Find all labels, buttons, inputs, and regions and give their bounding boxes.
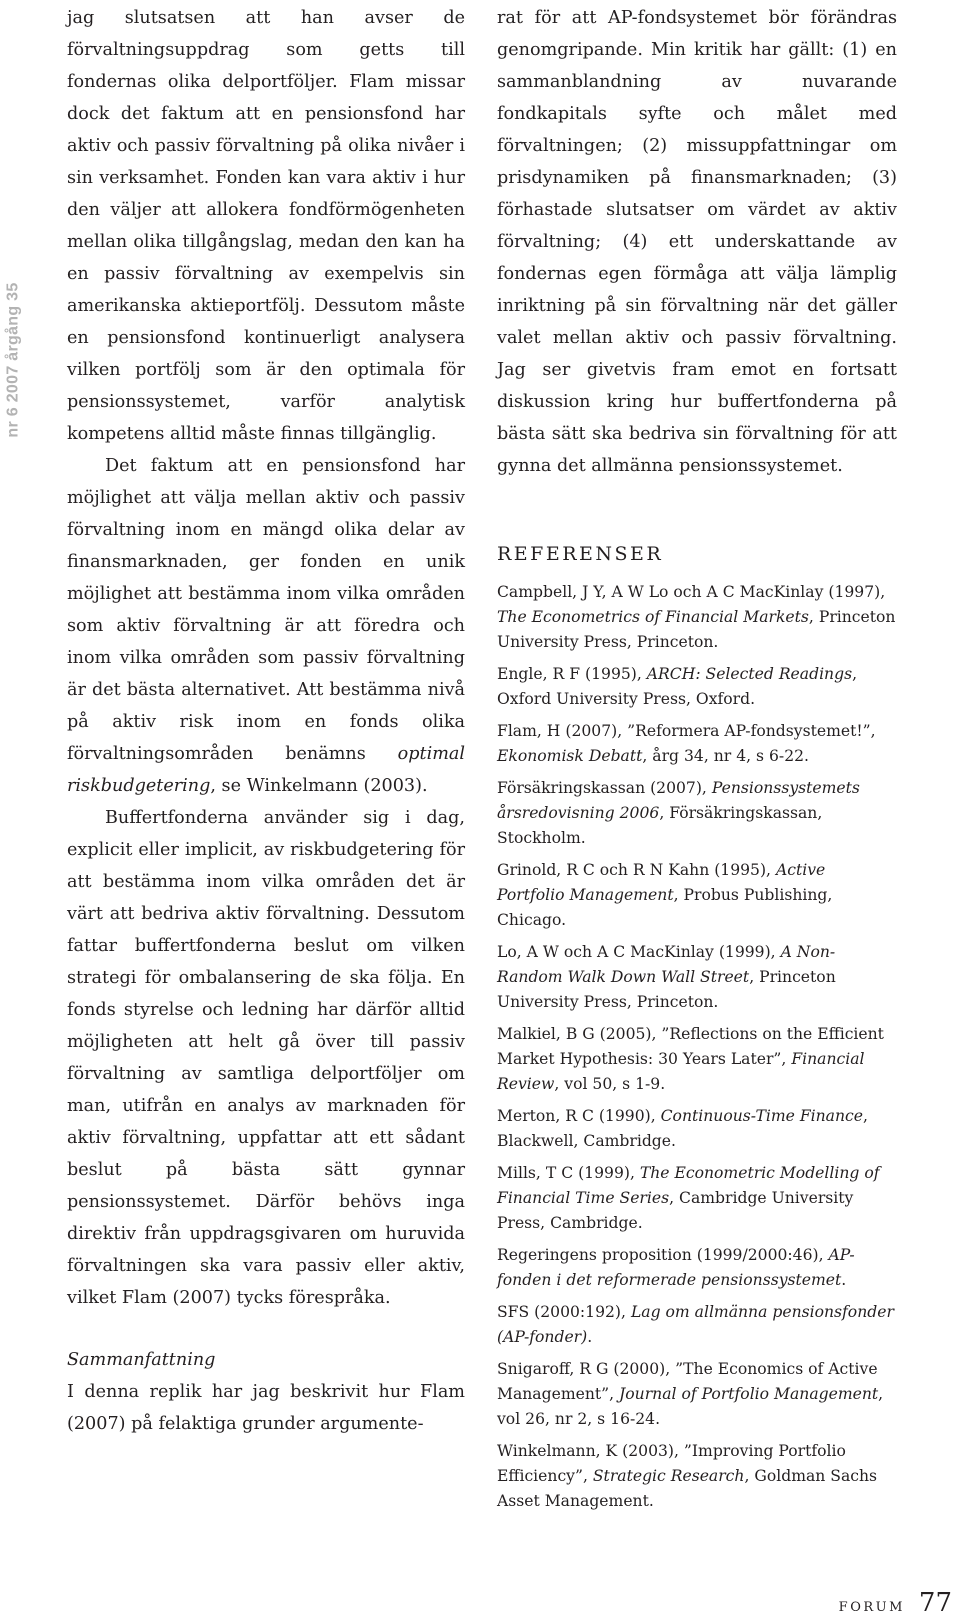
ref-title: The Econometric Modelling of Financial Time Series	[497, 1164, 880, 1207]
text-run: Det faktum att en pensionsfond har möjlighet att välja mellan aktiv och passiv förvaltning inom en mängd olika delar av finansmarknaden, ger fonden en unik möjlighet att bestämma inom vilka områden som aktiv förvaltning är att föredra och inom vilka områden som passiv förvaltning är det bästa alternativet. Att bestämma nivå på aktiv risk inom en fonds olika förvaltningsområden benämns	[67, 456, 465, 764]
body-paragraph: rat för att AP-fondsystemet bör förändras genomgripande. Min kritik har gällt: (1) en sammanblandning av nuvarande fondkapitals syfte och målet med förvaltningen; (2) missuppfattningar om prisdynamiken på finansmarknaden; (3) förhastade slutsatser om värdet av aktiv förvaltning; (4) ett underskattande av fondernas egen förmåga att välja lämplig inriktning på sin förvaltning när det gäller valet mellan aktiv och passiv förvaltning. Jag ser givetvis fram emot en fortsatt diskussion kring hur buffertfonderna på bästa sätt ska bedriva sin förvaltning för att gynna det allmänna pensionssystemet.	[497, 8, 897, 476]
ref-text: , Princeton University Press, Princeton.	[497, 968, 836, 1011]
ref-title: Journal of Portfolio Management	[619, 1385, 879, 1403]
ref-text: Engle, R F (1995),	[497, 665, 647, 683]
ref-title: AP-fonden i det reformerade pensionssystemet	[497, 1246, 855, 1289]
section-label: FORUM	[838, 1600, 905, 1615]
ref-text: Försäkringskassan (2007),	[497, 779, 712, 797]
ref-text: , vol 50, s 1-9.	[554, 1075, 666, 1093]
reference-item	[497, 776, 897, 851]
issue-label-text: nr 6 2007 årgång 35	[5, 282, 22, 438]
ref-text: Flam, H (2007), ”Reformera AP-fondsystemet!”,	[497, 722, 876, 740]
ref-text: Grinold, R C och R N Kahn (1995),	[497, 861, 776, 879]
ref-text: , vol 26, nr 2, s 16-24.	[497, 1385, 884, 1428]
ref-text: , Princeton University Press, Princeton.	[497, 608, 896, 651]
references-heading: REFERENSER	[497, 543, 664, 565]
ref-text: , Blackwell, Cambridge.	[497, 1107, 868, 1150]
ref-text: Snigaroff, R G (2000), ”The Economics of Active Management”,	[497, 1360, 878, 1403]
ref-text: Lo, A W och A C MacKinlay (1999),	[497, 943, 781, 961]
reference-item	[497, 1243, 897, 1293]
ref-text: , Probus Publishing, Chicago.	[497, 886, 833, 929]
ref-text: Merton, R C (1990),	[497, 1107, 661, 1125]
ref-title: Pensionssystemets årsredovisning 2006	[497, 779, 860, 822]
reference-item	[497, 1357, 897, 1432]
ref-title: Continuous-Time Finance	[660, 1107, 863, 1125]
reference-item	[497, 1161, 897, 1236]
reference-item	[497, 580, 897, 655]
ref-text: .	[841, 1271, 847, 1289]
page-number: 77	[918, 1588, 952, 1618]
reference-item	[497, 1300, 897, 1350]
ref-text: Campbell, J Y, A W Lo och A C MacKinlay (1997),	[497, 583, 886, 601]
ref-text: , årg 34, nr 4, s 6-22.	[642, 747, 809, 765]
reference-item	[497, 1439, 897, 1514]
body-paragraph	[67, 450, 465, 802]
ref-title: Strategic Research	[592, 1467, 745, 1485]
ref-title: A Non-Random Walk Down Wall Street	[497, 943, 836, 986]
ref-text: , Försäkringskassan, Stockholm.	[497, 804, 823, 847]
reference-item	[497, 858, 897, 933]
ref-text: Winkelmann, K (2003), ”Improving Portfolio Efficiency”,	[497, 1442, 846, 1485]
ref-text: , Cambridge University Press, Cambridge.	[497, 1189, 854, 1232]
body-paragraph: I denna replik har jag beskrivit hur Flam (2007) på felaktiga grunder argumente-	[67, 1382, 465, 1434]
reference-item	[497, 940, 897, 1015]
reference-item	[497, 1022, 897, 1097]
ref-title: Active Portfolio Management	[497, 861, 826, 904]
ref-text: , Oxford University Press, Oxford.	[497, 665, 858, 708]
body-paragraph: Buffertfonderna använder sig i dag, explicit eller implicit, av riskbudgetering för att bestämma inom vilka områden det är värt att bedriva aktiv förvaltning. Dessutom fattar buffertfonderna beslut om vilken strategi för ombalansering de ska följa. En fonds styrelse och ledning har därför alltid möjligheten att helt gå över till passiv förvaltning av samtliga delportföljer om man, utifrån en analys av marknaden för aktiv förvaltning, uppfattar att ett sådant beslut på bästa sätt gynnar pensionssystemet. Därför behövs inga direktiv från uppdragsgivaren om huruvida förvaltningen ska vara passiv eller aktiv, vilket Flam (2007) tycks förespråka.	[67, 808, 465, 1308]
text-run: , se Winkelmann (2003).	[210, 776, 428, 796]
reference-item	[497, 662, 897, 712]
emphasis-term: optimal riskbudgetering	[67, 744, 465, 796]
ref-text: Mills, T C (1999),	[497, 1164, 640, 1182]
issue-side-label	[0, 250, 28, 470]
ref-text: Malkiel, B G (2005), ”Reflections on the Efficient Market Hypothesis: 30 Years Later”,	[497, 1025, 884, 1068]
ref-title: Lag om allmänna pensionsfonder (AP-fonder)	[497, 1303, 894, 1346]
references-list	[497, 580, 897, 1514]
section-subheading: Sammanfattning	[67, 1350, 216, 1370]
ref-title: Ekonomisk Debatt	[497, 747, 643, 765]
left-column	[67, 2, 465, 1440]
reference-item	[497, 719, 897, 769]
ref-text: .	[587, 1328, 593, 1346]
ref-text: , Goldman Sachs Asset Management.	[497, 1467, 878, 1510]
ref-title: The Econometrics of Financial Markets	[497, 608, 809, 626]
body-paragraph: jag slutsatsen att han avser de förvaltningsuppdrag som getts till fondernas olika delportföljer. Flam missar dock det faktum att en pensionsfond har aktiv och passiv förvaltning på olika nivåer i sin verksamhet. Fonden kan vara aktiv i hur den väljer att allokera fondförmögenheten mellan olika tillgångslag, medan den kan ha en passiv förvaltning av exempelvis sin amerikanska aktieportfölj. Dessutom måste en pensionsfond kontinuerligt analysera vilken portfölj som är den optimala för pensionssystemet, varför analytisk kompetens alltid måste finnas tillgänglig.	[67, 8, 465, 444]
ref-title: Financial Review	[497, 1050, 865, 1093]
right-column	[497, 2, 897, 1521]
ref-text: Regeringens proposition (1999/2000:46),	[497, 1246, 829, 1264]
ref-text: SFS (2000:192),	[497, 1303, 631, 1321]
ref-title: ARCH: Selected Readings	[646, 665, 853, 683]
page-footer	[839, 1588, 952, 1618]
reference-item	[497, 1104, 897, 1154]
